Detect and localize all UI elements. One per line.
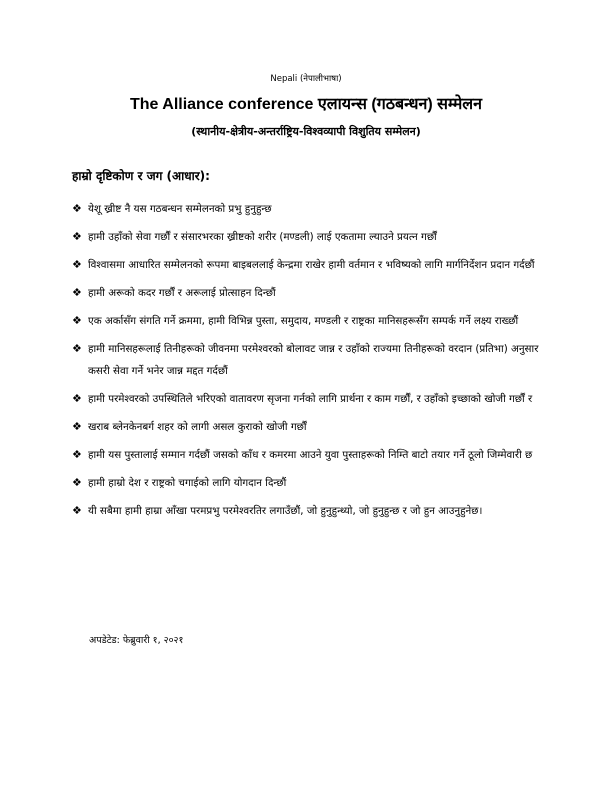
list-item-text: हामी उहाँको सेवा गर्छौं र संसारभरका ख्रीष्टको शरीर (मण्डली) लाई एकतामा ल्याउने प्रयत्न गर्छौं bbox=[88, 231, 437, 243]
list-item-text: हामी परमेश्वरको उपस्थितिले भरिएको वातावरण सृजना गर्नको लागि प्रार्थना र काम गर्छौं, र उहाँको इच्छाको खोजी गर्छौं र bbox=[88, 393, 533, 405]
list-item-text: हामी अरूको कदर गर्छौं र अरूलाई प्रोत्साहन दिन्छौं bbox=[88, 287, 276, 299]
list-item-text: विश्वासमा आधारित सम्मेलनको रूपमा बाइबललाई केन्द्रमा राखेर हामी वर्तमान र भविष्यको लागि मार्गनिर्देशन प्रदान गर्दछौं bbox=[88, 259, 535, 271]
diamond-bullet-icon: ❖ bbox=[72, 448, 82, 461]
list-item-text: एक अर्कासँग संगति गर्ने क्रममा, हामी विभिन्न पुस्ता, समुदाय, मण्डली र राष्ट्रका मानिसहरूसँग सम्पर्क गर्ने लक्ष्य राख्छौं bbox=[88, 315, 519, 327]
list-item-text: येशू ख्रीष्ट नै यस गठबन्धन सम्मेलनको प्रभु हुनुहुन्छ bbox=[88, 203, 272, 215]
diamond-bullet-icon: ❖ bbox=[72, 504, 82, 517]
section-heading: हाम्रो दृष्टिकोण र जग (आधार): bbox=[72, 169, 210, 183]
list-item bbox=[72, 254, 552, 276]
page-subtitle: (स्थानीय-क्षेत्रीय-अन्तर्राष्ट्रिय-विश्वव्यापी विशुतिय सम्मेलन) bbox=[191, 125, 421, 138]
list-item bbox=[72, 472, 552, 494]
diamond-bullet-icon: ❖ bbox=[72, 230, 82, 243]
list-item-text: हामी मानिसहरूलाई तिनीहरूको जीवनमा परमेश्वरको बोलावट जान्न र उहाँको राज्यमा तिनीहरूको वरदान (प्रतिभा) अनुसार कसरी सेवा गर्ने भनेर जान्न मद्दत गर्दछौं bbox=[88, 343, 539, 377]
page-title: The Alliance conference एलायन्स (गठबन्धन) सम्मेलन bbox=[129, 96, 483, 113]
list-item bbox=[72, 338, 552, 382]
list-item bbox=[72, 500, 552, 522]
list-item bbox=[72, 310, 552, 332]
diamond-bullet-icon: ❖ bbox=[72, 314, 82, 327]
diamond-bullet-icon: ❖ bbox=[72, 392, 82, 405]
list-item bbox=[72, 416, 552, 438]
list-item bbox=[72, 444, 552, 466]
diamond-bullet-icon: ❖ bbox=[72, 476, 82, 489]
list-item bbox=[72, 226, 552, 248]
list-item bbox=[72, 388, 552, 410]
list-item-text: हामी हाम्रो देश र राष्ट्रको चगाईको लागि योगदान दिन्छौं bbox=[88, 477, 287, 489]
vision-list bbox=[72, 198, 552, 528]
diamond-bullet-icon: ❖ bbox=[72, 202, 82, 215]
diamond-bullet-icon: ❖ bbox=[72, 342, 82, 355]
update-date: अपडेटेड: फेब्रुवारी १, २०२१ bbox=[89, 635, 184, 646]
list-item-text: खराब ब्लेनकेनबर्ग शहर को लागी असल कुराको खोजी गर्छौं bbox=[88, 421, 307, 433]
list-item bbox=[72, 282, 552, 304]
language-label: Nepali (नेपालीभाषा) bbox=[270, 74, 342, 84]
list-item-text: हामी यस पुस्तालाई सम्मान गर्दछौं जसको काँध र कमरमा आउने युवा पुस्ताहरूको निम्ति बाटो तयार गर्ने ठूलो जिम्मेवारी छ bbox=[88, 449, 533, 461]
diamond-bullet-icon: ❖ bbox=[72, 420, 82, 433]
list-item-text: यी सबैमा हामी हाम्रा आँखा परमप्रभु परमेश्वरतिर लगाउँछौं, जो हुनुहुन्थ्यो, जो हुनुहुन्छ र जो हुन आउनुहुनेछ। bbox=[88, 505, 483, 517]
list-item bbox=[72, 198, 552, 220]
diamond-bullet-icon: ❖ bbox=[72, 258, 82, 271]
diamond-bullet-icon: ❖ bbox=[72, 286, 82, 299]
